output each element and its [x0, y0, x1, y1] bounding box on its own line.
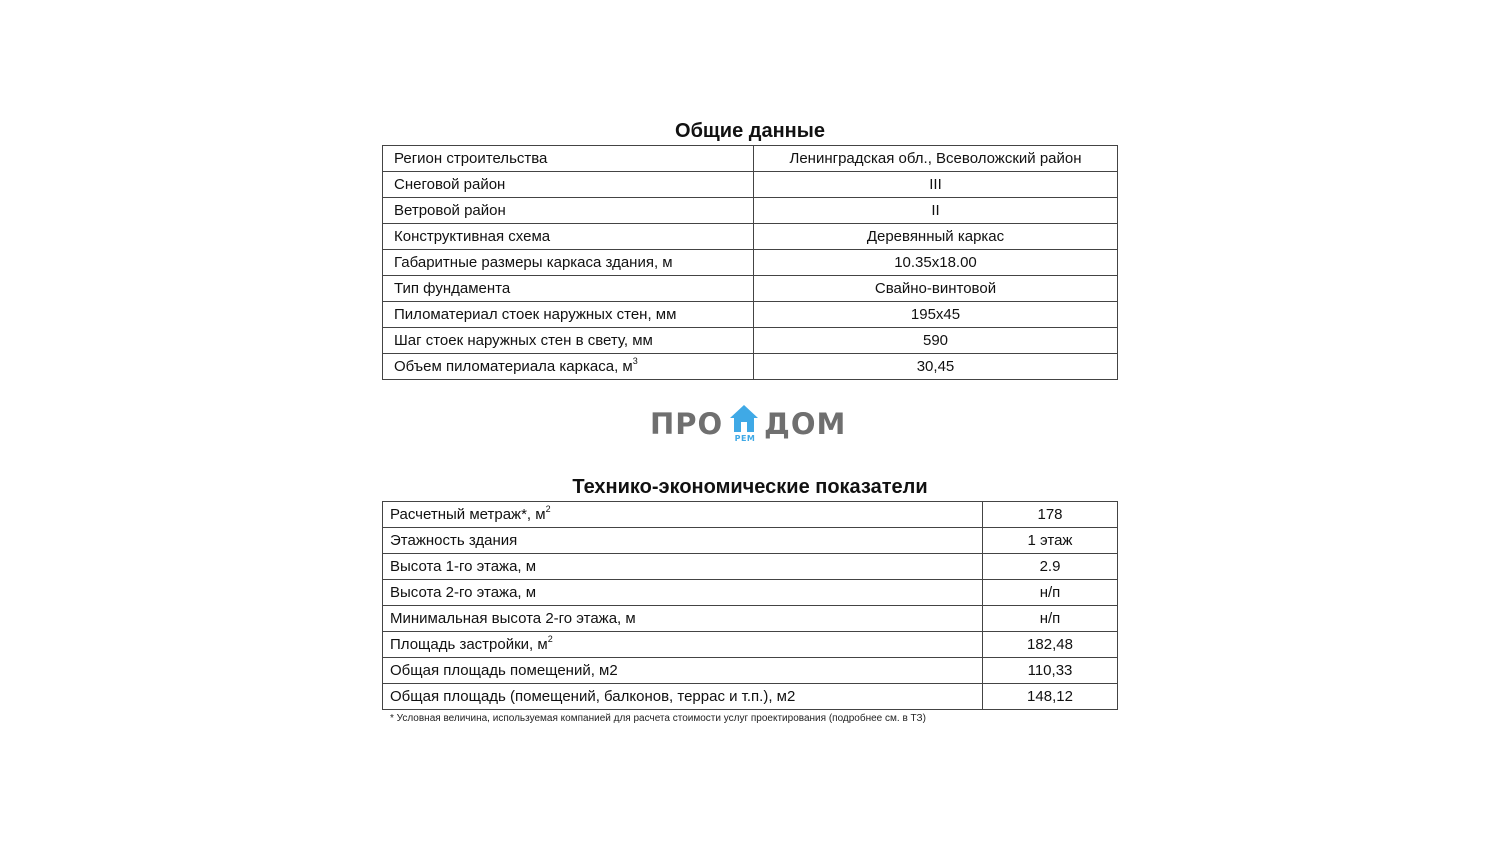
- table-row: [383, 528, 1118, 554]
- row-value: 148,12: [983, 684, 1118, 710]
- row-value: 30,45: [754, 354, 1118, 380]
- logo-small-text: РЕМ: [734, 434, 756, 443]
- row-value: н/п: [983, 606, 1118, 632]
- table-row: [383, 554, 1118, 580]
- row-label: Регион строительства: [383, 146, 754, 172]
- table-row: [383, 502, 1118, 528]
- row-label-text: Площадь застройки, м: [390, 636, 548, 653]
- tech-indicators-table: [382, 501, 1118, 710]
- row-label: Этажность здания: [383, 528, 983, 554]
- row-label: Высота 1-го этажа, м: [383, 554, 983, 580]
- table-row: [383, 198, 1118, 224]
- row-value: 590: [754, 328, 1118, 354]
- row-value: 110,33: [983, 658, 1118, 684]
- row-value: 195х45: [754, 302, 1118, 328]
- row-label: Минимальная высота 2-го этажа, м: [383, 606, 983, 632]
- row-value: н/п: [983, 580, 1118, 606]
- table-row: [383, 276, 1118, 302]
- table-row: [383, 250, 1118, 276]
- row-label: [383, 632, 983, 658]
- row-value: Деревянный каркас: [754, 224, 1118, 250]
- table-row: [383, 580, 1118, 606]
- table-row: [383, 328, 1118, 354]
- company-logo: [650, 403, 850, 447]
- table-row: [383, 658, 1118, 684]
- row-label: Ветровой район: [383, 198, 754, 224]
- table-row: [383, 606, 1118, 632]
- unit-superscript: 3: [632, 356, 638, 366]
- row-label: Габаритные размеры каркаса здания, м: [383, 250, 754, 276]
- row-value: III: [754, 172, 1118, 198]
- row-value: 178: [983, 502, 1118, 528]
- row-value: 2.9: [983, 554, 1118, 580]
- row-label-text: Расчетный метраж*, м: [390, 506, 546, 523]
- row-value: 182,48: [983, 632, 1118, 658]
- row-label: [383, 502, 983, 528]
- table-row: [383, 354, 1118, 380]
- logo-text-right: ДОМ: [764, 407, 847, 441]
- table-row: [383, 146, 1118, 172]
- row-label: Высота 2-го этажа, м: [383, 580, 983, 606]
- unit-superscript: 2: [547, 634, 553, 644]
- general-data-table: [382, 145, 1118, 380]
- row-label: Снеговой район: [383, 172, 754, 198]
- table-row: [383, 632, 1118, 658]
- unit-superscript: 2: [545, 504, 551, 514]
- row-label-text: Объем пиломатериала каркаса, м: [394, 358, 633, 375]
- footnote: * Условная величина, используемая компанией для расчета стоимости услуг проектирования (подробнее см. в ТЗ): [390, 713, 926, 724]
- row-label: Пиломатериал стоек наружных стен, мм: [383, 302, 754, 328]
- general-data-title: Общие данные: [675, 120, 825, 142]
- table-row: [383, 684, 1118, 710]
- row-value: II: [754, 198, 1118, 224]
- logo-text-left: ПРО: [650, 407, 724, 441]
- table-row: [383, 172, 1118, 198]
- table-row: [383, 224, 1118, 250]
- row-label: Шаг стоек наружных стен в свету, мм: [383, 328, 754, 354]
- row-value: 1 этаж: [983, 528, 1118, 554]
- row-label: Общая площадь (помещений, балконов, террас и т.п.), м2: [383, 684, 983, 710]
- row-value: Ленинградская обл., Всеволожский район: [754, 146, 1118, 172]
- table-row: [383, 302, 1118, 328]
- house-icon: [728, 403, 760, 435]
- row-label: Конструктивная схема: [383, 224, 754, 250]
- row-value: 10.35x18.00: [754, 250, 1118, 276]
- row-label: Тип фундамента: [383, 276, 754, 302]
- row-value: Свайно-винтовой: [754, 276, 1118, 302]
- row-label: [383, 354, 754, 380]
- row-label: Общая площадь помещений, м2: [383, 658, 983, 684]
- tech-indicators-title: Технико-экономические показатели: [572, 476, 928, 498]
